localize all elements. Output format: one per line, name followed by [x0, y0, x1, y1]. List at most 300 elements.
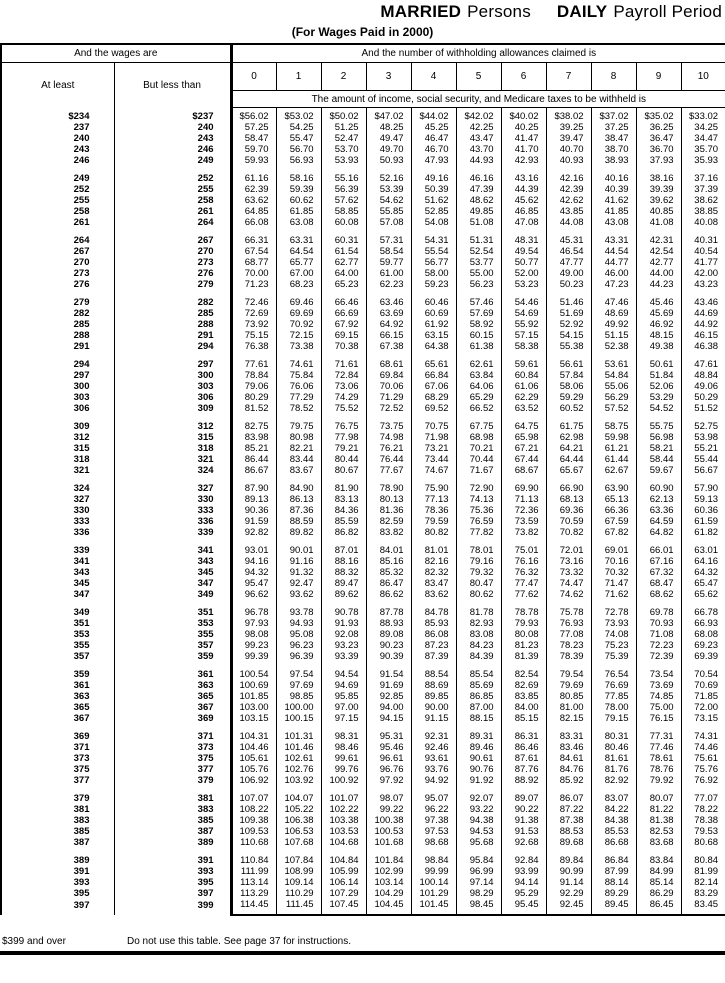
tax-value-cell: 70.06	[366, 381, 411, 392]
tax-value-cell: 78.76	[636, 764, 681, 775]
wage-but-less-cell: 327	[114, 476, 231, 494]
tax-value-cell: 44.23	[636, 279, 681, 290]
tax-value-cell: 88.69	[411, 680, 456, 691]
tax-value-cell: 94.00	[366, 702, 411, 713]
tax-value-cell: 90.78	[321, 600, 366, 618]
tax-value-cell: 86.45	[636, 899, 681, 915]
tax-value-cell: 62.67	[591, 465, 636, 476]
tax-value-cell: 92.84	[501, 848, 546, 866]
tax-value-cell: 42.39	[546, 184, 591, 195]
tax-value-cell: 64.92	[366, 319, 411, 330]
tax-value-cell: 62.13	[636, 494, 681, 505]
allowance-header-row	[1, 63, 725, 91]
table-row	[1, 848, 725, 866]
wage-at-least-cell: 267	[73, 246, 90, 257]
table-row	[1, 290, 725, 308]
tax-value-cell: 55.47	[276, 133, 321, 144]
tax-value-cell: $38.02	[546, 108, 591, 123]
tax-value-cell: 88.53	[546, 826, 591, 837]
tax-value-cell: 94.16	[231, 556, 276, 567]
tax-value-cell: 93.22	[456, 804, 501, 815]
tax-value-cell: 77.85	[591, 691, 636, 702]
tax-value-cell: 89.07	[501, 786, 546, 804]
tax-value-cell: 64.16	[681, 556, 725, 567]
tax-value-cell: 70.38	[321, 341, 366, 352]
amount-withheld-header: The amount of income, social security, and Medicare taxes to be withheld is	[231, 91, 725, 108]
wage-at-least-cell: 294	[73, 359, 90, 370]
tax-value-cell: 45.46	[636, 290, 681, 308]
tax-value-cell: 46.38	[681, 341, 725, 352]
table-row	[1, 403, 725, 414]
tax-value-cell: 93.23	[321, 640, 366, 651]
wage-at-least-cell: 303	[73, 392, 90, 403]
tax-value-cell: 78.90	[366, 476, 411, 494]
tax-value-cell: 83.45	[681, 899, 725, 915]
tax-value-cell: 57.08	[366, 217, 411, 228]
tax-value-cell: 39.47	[546, 133, 591, 144]
tax-value-cell: 61.21	[591, 443, 636, 454]
wage-at-least-cell: 375	[73, 764, 90, 775]
tax-value-cell: 79.16	[456, 556, 501, 567]
tax-value-cell: 50.23	[546, 279, 591, 290]
tax-value-cell: 85.32	[366, 567, 411, 578]
tax-value-cell: 88.93	[366, 618, 411, 629]
tax-value-cell: 55.00	[456, 268, 501, 279]
tax-value-cell: 66.93	[681, 618, 725, 629]
tax-value-cell: 77.47	[501, 578, 546, 589]
tax-value-cell: 93.99	[501, 866, 546, 877]
tax-value-cell: 59.77	[366, 257, 411, 268]
tax-value-cell: 75.61	[681, 753, 725, 764]
tax-value-cell: 75.78	[546, 600, 591, 618]
tax-value-cell: $37.02	[591, 108, 636, 123]
tax-value-cell: 73.44	[411, 454, 456, 465]
tax-value-cell: 59.13	[681, 494, 725, 505]
tax-value-cell: 83.47	[411, 578, 456, 589]
tax-value-cell: 75.76	[681, 764, 725, 775]
tax-value-cell: 94.92	[411, 775, 456, 786]
tax-value-cell: 74.13	[456, 494, 501, 505]
tax-value-cell: 92.31	[411, 724, 456, 742]
wage-but-less-cell: $237	[114, 108, 231, 123]
wage-but-less-cell: 306	[114, 392, 231, 403]
tax-value-cell: 38.16	[636, 166, 681, 184]
tax-value-cell: 62.29	[501, 392, 546, 403]
tax-value-cell: 64.44	[546, 454, 591, 465]
wage-but-less-cell: 264	[114, 217, 231, 228]
table-row	[1, 268, 725, 279]
tax-value-cell: 79.21	[321, 443, 366, 454]
wage-but-less-cell: 246	[114, 144, 231, 155]
tax-value-cell: 101.85	[231, 691, 276, 702]
tax-value-cell: 77.31	[636, 724, 681, 742]
wage-but-less-cell: 339	[114, 527, 231, 538]
tax-value-cell: 90.61	[456, 753, 501, 764]
table-row	[1, 538, 725, 556]
tax-value-cell: 51.25	[321, 122, 366, 133]
tax-value-cell: 43.85	[546, 206, 591, 217]
tax-value-cell: 54.84	[591, 370, 636, 381]
allowance-col-header: 8	[591, 63, 636, 91]
tax-value-cell: 51.69	[546, 308, 591, 319]
table-row	[1, 556, 725, 567]
wage-at-least-cell: 365	[73, 702, 90, 713]
tax-value-cell: 85.93	[411, 618, 456, 629]
tax-value-cell: 65.61	[411, 352, 456, 370]
tax-value-cell: 51.31	[456, 228, 501, 246]
table-row	[1, 702, 725, 713]
tax-value-cell: 53.77	[456, 257, 501, 268]
table-row	[1, 432, 725, 443]
wage-but-less-cell: 381	[114, 786, 231, 804]
tax-value-cell: 104.84	[321, 848, 366, 866]
tax-value-cell: 85.69	[456, 680, 501, 691]
tax-value-cell: 108.99	[276, 866, 321, 877]
wage-but-less-cell: 393	[114, 866, 231, 877]
wage-but-less-cell: 355	[114, 629, 231, 640]
wage-at-least-cell: 377	[73, 775, 90, 786]
tax-value-cell: 66.46	[321, 290, 366, 308]
wage-but-less-cell: 336	[114, 516, 231, 527]
tax-value-cell: 69.90	[501, 476, 546, 494]
tax-value-cell: 89.82	[276, 527, 321, 538]
tax-value-cell: 61.92	[411, 319, 456, 330]
tax-value-cell: 39.39	[636, 184, 681, 195]
tax-value-cell: 98.45	[456, 899, 501, 915]
allowance-col-header: 5	[456, 63, 501, 91]
table-row	[1, 775, 725, 786]
tax-value-cell: 53.29	[636, 392, 681, 403]
tax-value-cell: 71.85	[681, 691, 725, 702]
tax-value-cell: 61.16	[231, 166, 276, 184]
tax-value-cell: 70.44	[456, 454, 501, 465]
tax-value-cell: 78.52	[276, 403, 321, 414]
allowance-col-header: 4	[411, 63, 456, 91]
wage-but-less-cell: 397	[114, 888, 231, 899]
tax-value-cell: 41.77	[681, 257, 725, 268]
tax-value-cell: 69.84	[366, 370, 411, 381]
subtitle-wages-paid: (For Wages Paid in 2000)	[291, 25, 434, 39]
tax-value-cell: 78.22	[681, 804, 725, 815]
tax-value-cell: 97.53	[411, 826, 456, 837]
tax-value-cell: 44.92	[681, 319, 725, 330]
wage-at-least-cell: 385	[73, 826, 90, 837]
tax-value-cell: 74.08	[591, 629, 636, 640]
tax-value-cell: 81.76	[591, 764, 636, 775]
tax-value-cell: 96.76	[366, 764, 411, 775]
tax-value-cell: 101.31	[276, 724, 321, 742]
wage-but-less-cell: 270	[114, 246, 231, 257]
tax-value-cell: 83.84	[636, 848, 681, 866]
tax-value-cell: 84.78	[411, 600, 456, 618]
wage-at-least-cell: 309	[73, 421, 90, 432]
tax-value-cell: 87.00	[456, 702, 501, 713]
tax-value-cell: 44.54	[591, 246, 636, 257]
tax-value-cell: 85.21	[231, 443, 276, 454]
tax-value-cell: 86.46	[501, 742, 546, 753]
tax-value-cell: 77.08	[546, 629, 591, 640]
table-row	[1, 108, 725, 123]
withholding-table	[0, 43, 725, 916]
tax-value-cell: 82.59	[366, 516, 411, 527]
tax-value-cell: 46.85	[501, 206, 546, 217]
tax-value-cell: 40.31	[681, 228, 725, 246]
tax-value-cell: 80.08	[501, 629, 546, 640]
tax-value-cell: 41.85	[591, 206, 636, 217]
tax-value-cell: 95.07	[411, 786, 456, 804]
table-row	[1, 578, 725, 589]
tax-value-cell: 67.00	[276, 268, 321, 279]
title-payroll-period: Payroll Period	[613, 2, 722, 21]
wage-at-least-cell: 367	[73, 713, 90, 724]
tax-value-cell: 52.38	[591, 341, 636, 352]
tax-value-cell: 78.23	[546, 640, 591, 651]
tax-value-cell: 65.23	[321, 279, 366, 290]
tax-value-cell: 70.69	[681, 680, 725, 691]
tax-value-cell: 53.23	[501, 279, 546, 290]
tax-value-cell: 38.85	[681, 206, 725, 217]
tax-value-cell: 87.39	[411, 651, 456, 662]
tax-value-cell: 86.13	[276, 494, 321, 505]
tax-value-cell: 60.08	[321, 217, 366, 228]
table-row	[1, 640, 725, 651]
tax-value-cell: 107.68	[276, 837, 321, 848]
tax-value-cell: 58.38	[501, 341, 546, 352]
tax-value-cell: 81.99	[681, 866, 725, 877]
tax-value-cell: 46.15	[681, 330, 725, 341]
tax-value-cell: 36.25	[636, 122, 681, 133]
table-row	[1, 618, 725, 629]
tax-value-cell: 84.22	[591, 804, 636, 815]
tax-value-cell: 73.59	[501, 516, 546, 527]
tax-value-cell: 58.47	[231, 133, 276, 144]
tax-value-cell: 57.62	[321, 195, 366, 206]
tax-value-cell: 66.15	[366, 330, 411, 341]
tax-value-cell: 52.47	[321, 133, 366, 144]
tax-value-cell: 93.39	[321, 651, 366, 662]
table-row	[1, 308, 725, 319]
tax-value-cell: 100.92	[321, 775, 366, 786]
tax-value-cell: 70.00	[231, 268, 276, 279]
tax-value-cell: 65.13	[591, 494, 636, 505]
wage-at-least-cell: 264	[73, 235, 90, 246]
table-row	[1, 257, 725, 268]
tax-value-cell: 78.39	[546, 651, 591, 662]
tax-value-cell: 86.68	[591, 837, 636, 848]
tax-value-cell: 90.36	[231, 505, 276, 516]
tax-value-cell: 73.54	[636, 662, 681, 680]
table-row	[1, 144, 725, 155]
wage-but-less-cell: 353	[114, 618, 231, 629]
tax-value-cell: 68.77	[231, 257, 276, 268]
table-row	[1, 133, 725, 144]
tax-value-cell: 58.75	[591, 414, 636, 432]
table-row	[1, 279, 725, 290]
tax-value-cell: 37.25	[591, 122, 636, 133]
tax-value-cell: 59.29	[546, 392, 591, 403]
tax-value-cell: 56.98	[636, 432, 681, 443]
wage-at-least-cell: 336	[73, 527, 90, 538]
tax-value-cell: 92.85	[366, 691, 411, 702]
table-row	[1, 600, 725, 618]
tax-value-cell: 65.67	[546, 465, 591, 476]
allowance-col-header: 0	[231, 63, 276, 91]
tax-value-cell: 72.00	[681, 702, 725, 713]
tax-value-cell: 43.23	[681, 279, 725, 290]
tax-value-cell: 94.53	[456, 826, 501, 837]
tax-value-cell: 72.46	[231, 290, 276, 308]
tax-value-cell: 90.76	[456, 764, 501, 775]
tax-value-cell: 52.00	[501, 268, 546, 279]
wage-at-least-cell: 379	[73, 793, 90, 804]
tax-value-cell: 101.46	[276, 742, 321, 753]
wage-at-least-cell: 306	[73, 403, 90, 414]
tax-value-cell: 54.25	[276, 122, 321, 133]
tax-value-cell: 57.90	[681, 476, 725, 494]
tax-value-cell: 70.92	[276, 319, 321, 330]
tax-value-cell: 46.47	[411, 133, 456, 144]
bottom-rule	[0, 951, 725, 955]
tax-value-cell: 75.01	[501, 538, 546, 556]
tax-value-cell: 63.46	[366, 290, 411, 308]
tax-value-cell: 48.84	[681, 370, 725, 381]
tax-value-cell: 76.16	[501, 556, 546, 567]
tax-value-cell: 103.92	[276, 775, 321, 786]
tax-value-cell: 41.47	[501, 133, 546, 144]
tax-value-cell: 55.38	[546, 341, 591, 352]
tax-value-cell: 87.22	[546, 804, 591, 815]
table-row	[1, 330, 725, 341]
tax-value-cell: 72.01	[546, 538, 591, 556]
tax-value-cell: 45.62	[501, 195, 546, 206]
tax-value-cell: 58.16	[276, 166, 321, 184]
tax-value-cell: 67.54	[231, 246, 276, 257]
allowance-col-header: 9	[636, 63, 681, 91]
tax-value-cell: 65.29	[456, 392, 501, 403]
tax-value-cell: 64.85	[231, 206, 276, 217]
tax-value-cell: 75.15	[231, 330, 276, 341]
wage-but-less-cell: 375	[114, 753, 231, 764]
table-row	[1, 166, 725, 184]
tax-value-cell: 106.53	[276, 826, 321, 837]
tax-value-cell: 76.15	[636, 713, 681, 724]
tax-value-cell: 40.70	[546, 144, 591, 155]
tax-value-cell: 45.69	[636, 308, 681, 319]
wage-at-least-cell: 373	[73, 753, 90, 764]
wage-at-least-cell: 252	[73, 184, 90, 195]
table-row	[1, 804, 725, 815]
tax-value-cell: 78.78	[501, 600, 546, 618]
tax-value-cell: 105.76	[231, 764, 276, 775]
tax-value-cell: 88.15	[456, 713, 501, 724]
tax-value-cell: 63.69	[366, 308, 411, 319]
tax-value-cell: 83.62	[411, 589, 456, 600]
tax-value-cell: 47.46	[591, 290, 636, 308]
tax-value-cell: 64.54	[276, 246, 321, 257]
tax-value-cell: 54.08	[411, 217, 456, 228]
tax-value-cell: 65.98	[501, 432, 546, 443]
tax-value-cell: 97.00	[321, 702, 366, 713]
tax-value-cell: 61.85	[276, 206, 321, 217]
tax-value-cell: 55.75	[636, 414, 681, 432]
wage-but-less-cell: 318	[114, 443, 231, 454]
tax-value-cell: 94.38	[456, 815, 501, 826]
table-row	[1, 370, 725, 381]
table-row	[1, 414, 725, 432]
tax-value-cell: 101.68	[366, 837, 411, 848]
wage-but-less-cell: 341	[114, 538, 231, 556]
tax-value-cell: 61.38	[456, 341, 501, 352]
tax-value-cell: 56.67	[681, 465, 725, 476]
tax-value-cell: 70.93	[636, 618, 681, 629]
tax-value-cell: 40.93	[546, 155, 591, 166]
wage-but-less-cell: 303	[114, 381, 231, 392]
tax-value-cell: 85.53	[591, 826, 636, 837]
tax-value-cell: 88.16	[321, 556, 366, 567]
wage-at-least-cell: 393	[73, 877, 90, 888]
wage-but-less-cell: 240	[114, 122, 231, 133]
wage-but-less-cell: 391	[114, 848, 231, 866]
tax-value-cell: 86.85	[456, 691, 501, 702]
tax-value-cell: 68.67	[501, 465, 546, 476]
wage-but-less-cell: 321	[114, 454, 231, 465]
tax-value-cell: 69.15	[321, 330, 366, 341]
tax-value-cell: 74.31	[681, 724, 725, 742]
tax-value-cell: 55.44	[681, 454, 725, 465]
wage-at-least-cell: 327	[73, 494, 90, 505]
page-title	[380, 2, 722, 22]
tax-value-cell: 57.46	[456, 290, 501, 308]
tax-value-cell: 38.47	[591, 133, 636, 144]
tax-value-cell: 79.93	[501, 618, 546, 629]
wage-but-less-cell: 258	[114, 195, 231, 206]
tax-value-cell: 73.16	[546, 556, 591, 567]
tax-value-cell: 69.69	[276, 308, 321, 319]
tax-value-cell: 110.84	[231, 848, 276, 866]
tax-value-cell: 53.39	[366, 184, 411, 195]
tax-value-cell: 52.16	[366, 166, 411, 184]
tax-value-cell: 84.90	[276, 476, 321, 494]
tax-value-cell: 109.38	[231, 815, 276, 826]
tax-value-cell: 74.61	[276, 352, 321, 370]
wage-at-least-cell: 361	[73, 680, 90, 691]
tax-value-cell: 109.53	[231, 826, 276, 837]
tax-value-cell: 92.82	[231, 527, 276, 538]
tax-value-cell: 77.29	[276, 392, 321, 403]
tax-value-cell: 43.31	[591, 228, 636, 246]
tax-value-cell: 99.99	[411, 866, 456, 877]
tax-value-cell: 85.59	[321, 516, 366, 527]
tax-value-cell: 87.61	[501, 753, 546, 764]
tax-value-cell: 93.62	[276, 589, 321, 600]
tax-value-cell: 44.39	[501, 184, 546, 195]
but-less-than-header: But less than	[114, 63, 231, 108]
tax-value-cell: 61.54	[321, 246, 366, 257]
tax-value-cell: 51.84	[636, 370, 681, 381]
tax-value-cell: 90.39	[366, 651, 411, 662]
tax-value-cell: 98.46	[321, 742, 366, 753]
tax-value-cell: 95.85	[321, 691, 366, 702]
tax-value-cell: 66.78	[681, 600, 725, 618]
tax-value-cell: 71.61	[321, 352, 366, 370]
wages-are-header: And the wages are	[1, 44, 231, 63]
wage-but-less-cell: 267	[114, 228, 231, 246]
wage-at-least-cell: 341	[73, 556, 90, 567]
tax-value-cell: 91.16	[276, 556, 321, 567]
tax-value-cell: 79.53	[681, 826, 725, 837]
table-row	[1, 228, 725, 246]
title-daily: DAILY	[556, 2, 608, 21]
